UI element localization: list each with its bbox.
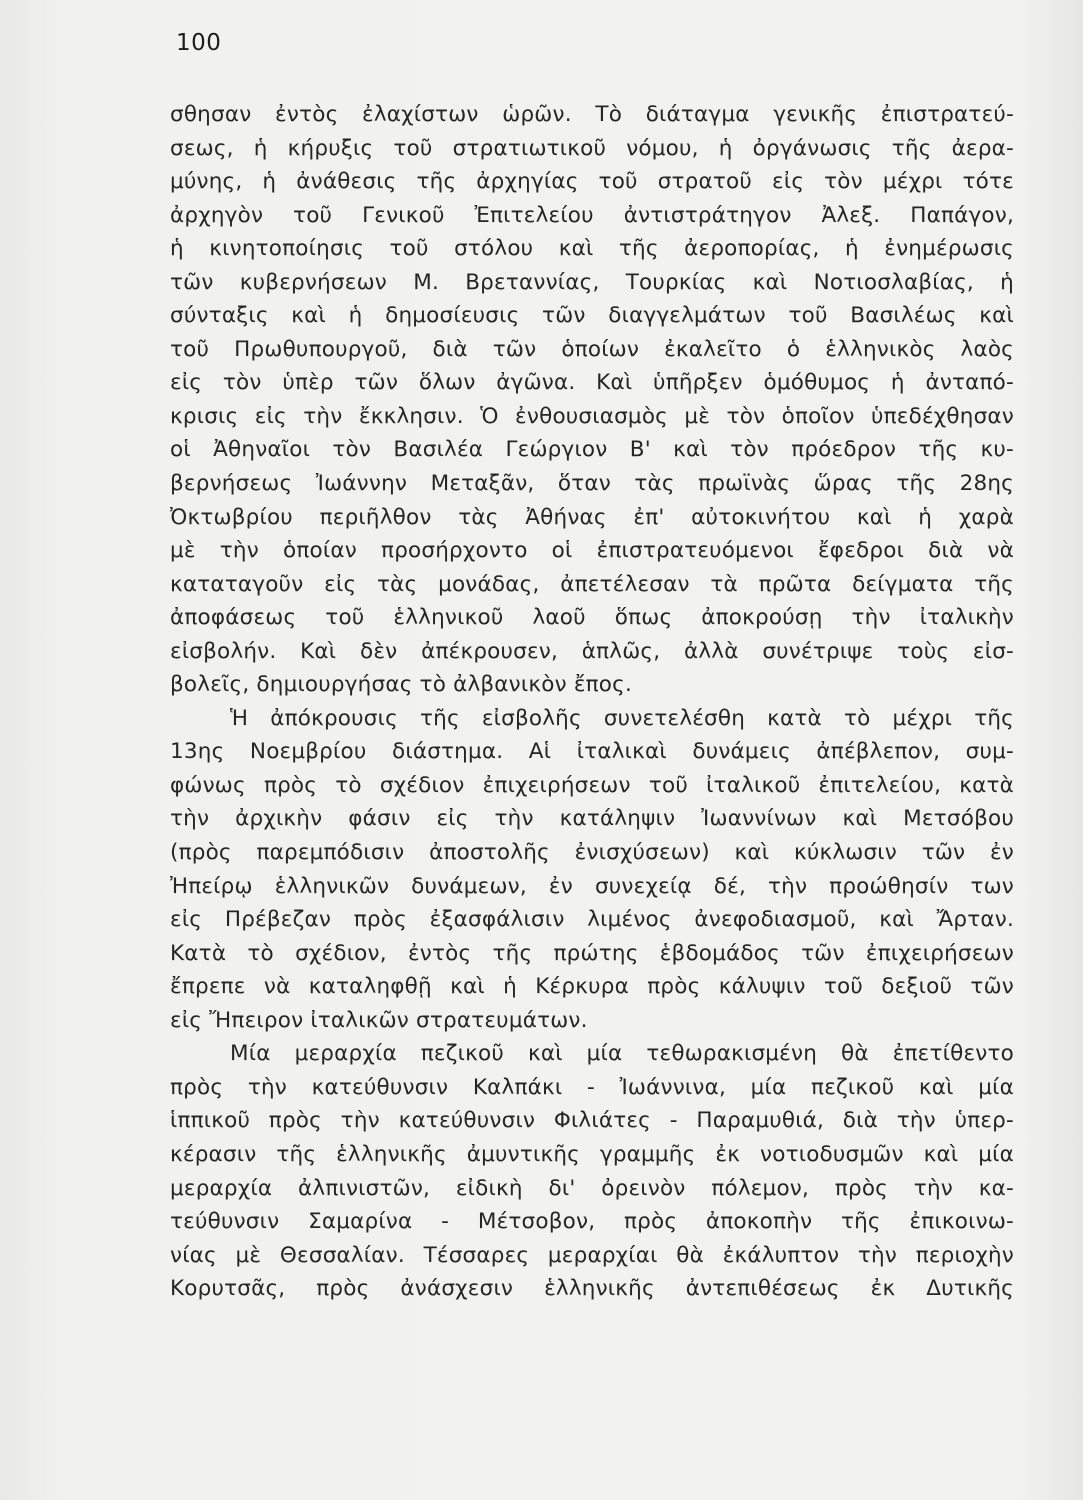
text-line: κρισις εἰς τὴν ἔκκλησιν. Ὁ ἐνθουσιασμὸς μὲ τὸν ὁποῖον ὑπεδέχθησαν [170, 403, 1014, 429]
text-line: φώνως πρὸς τὸ σχέδιον ἐπιχειρήσεων τοῦ ἰταλικοῦ ἐπιτελείου, κατὰ [170, 772, 1014, 798]
paragraph-end-line: βολεῖς, δημιουργήσας τὸ ἀλβανικὸν ἔπος. [170, 672, 633, 698]
text-line: ἔπρεπε νὰ καταληφθῇ καὶ ἡ Κέρκυρα πρὸς κάλυψιν τοῦ δεξιοῦ τῶν [170, 974, 1014, 1000]
text-line: νίας μὲ Θεσσαλίαν. Τέσσαρες μεραρχίαι θὰ ἐκάλυπτον τὴν περιοχὴν [170, 1242, 1014, 1268]
text-line: εἰσβολήν. Καὶ δὲν ἀπέκρουσεν, ἁπλῶς, ἀλλὰ συνέτριψε τοὺς εἰσ- [170, 638, 1014, 664]
text-line: Ὀκτωβρίου περιῆλθον τὰς Ἀθήνας ἐπ' αὐτοκινήτου καὶ ἡ χαρὰ [170, 504, 1014, 530]
text-line: μύνης, ἡ ἀνάθεσις τῆς ἀρχηγίας τοῦ στρατοῦ εἰς τὸν μέχρι τότε [170, 169, 1014, 195]
text-line: τὴν ἀρχικὴν φάσιν εἰς τὴν κατάληψιν Ἰωαννίνων καὶ Μετσόβου [170, 806, 1014, 832]
text-line: σθησαν ἐντὸς ἐλαχίστων ὡρῶν. Τὸ διάταγμα γενικῆς ἐπιστρατεύ- [170, 102, 1014, 127]
text-line: (πρὸς παρεμπόδισιν ἀποστολῆς ἐνισχύσεων) καὶ κύκλωσιν τῶν ἐν [170, 840, 1014, 866]
text-line: εἰς Πρέβεζαν πρὸς ἐξασφάλισιν λιμένος ἀνεφοδιασμοῦ, καὶ Ἄρταν. [170, 907, 1014, 933]
text-line: σεως, ἡ κήρυξις τοῦ στρατιωτικοῦ νόμου, ἡ ὀργάνωσις τῆς ἀερα- [170, 135, 1014, 161]
text-line: ἡ κινητοποίησις τοῦ στόλου καὶ τῆς ἀεροπορίας, ἡ ἐνημέρωσις [170, 236, 1014, 262]
text-line: Κορυτσᾶς, πρὸς ἀνάσχεσιν ἑλληνικῆς ἀντεπιθέσεως ἐκ Δυτικῆς [170, 1276, 1014, 1302]
text-line: βερνήσεως Ἰωάννην Μεταξᾶν, ὅταν τὰς πρωϊνὰς ὥρας τῆς 28ης [170, 471, 1014, 497]
text-line: ἀρχηγὸν τοῦ Γενικοῦ Ἐπιτελείου ἀντιστράτηγον Ἀλεξ. Παπάγον, [170, 202, 1014, 228]
text-line: τῶν κυβερνήσεων Μ. Βρεταννίας, Τουρκίας καὶ Νοτιοσλαβίας, ἡ [170, 269, 1014, 295]
paragraph-end-line: εἰς Ἤπειρον ἰταλικῶν στρατευμάτων. [170, 1007, 588, 1033]
text-line: σύνταξις καὶ ἡ δημοσίευσις τῶν διαγγελμάτων τοῦ Βασιλέως καὶ [170, 303, 1014, 329]
text-line: οἱ Ἀθηναῖοι τὸν Βασιλέα Γεώργιον Β' καὶ τὸν πρόεδρον τῆς κυ- [170, 437, 1014, 463]
page-number: 100 [176, 30, 222, 56]
text-line: τοῦ Πρωθυπουργοῦ, διὰ τῶν ὁποίων ἐκαλεῖτο ὁ ἑλληνικὸς λαὸς [170, 336, 1014, 362]
paragraph-start-line: Μία μεραρχία πεζικοῦ καὶ μία τεθωρακισμένη θὰ ἐπετίθεντο [230, 1041, 1014, 1067]
text-line: καταταγοῦν εἰς τὰς μονάδας, ἀπετέλεσαν τὰ πρῶτα δείγματα τῆς [170, 571, 1014, 597]
text-line: ἀποφάσεως τοῦ ἑλληνικοῦ λαοῦ ὅπως ἀποκρούσῃ τὴν ἰταλικὴν [170, 605, 1014, 631]
paragraph-start-line: Ἡ ἀπόκρουσις τῆς εἰσβολῆς συνετελέσθη κατὰ τὸ μέχρι τῆς [230, 705, 1014, 731]
text-line: 13ης Νοεμβρίου διάστημα. Αἱ ἰταλικαὶ δυνάμεις ἀπέβλεπον, συμ- [170, 739, 1014, 765]
text-line: Κατὰ τὸ σχέδιον, ἐντὸς τῆς πρώτης ἑβδομάδος τῶν ἐπιχειρήσεων [170, 940, 1014, 966]
text-line: πρὸς τὴν κατεύθυνσιν Καλπάκι - Ἰωάννινα, μία πεζικοῦ καὶ μία [170, 1074, 1014, 1100]
text-line: εἰς τὸν ὑπὲρ τῶν ὅλων ἀγῶνα. Καὶ ὑπῆρξεν ὁμόθυμος ἡ ἀνταπό- [170, 370, 1014, 396]
text-line: Ἠπείρῳ ἑλληνικῶν δυνάμεων, ἐν συνεχείᾳ δέ, τὴν προώθησίν των [170, 873, 1014, 899]
text-line: μὲ τὴν ὁποίαν προσήρχοντο οἱ ἐπιστρατευόμενοι ἔφεδροι διὰ νὰ [170, 538, 1014, 564]
body-text [170, 98, 1014, 1306]
text-line: ἱππικοῦ πρὸς τὴν κατεύθυνσιν Φιλιάτες - Παραμυθιά, διὰ τὴν ὑπερ- [170, 1108, 1014, 1134]
text-line: μεραρχία ἀλπινιστῶν, εἰδικὴ δι' ὀρεινὸν πόλεμον, πρὸς τὴν κα- [170, 1175, 1014, 1201]
text-line: κέρασιν τῆς ἑλληνικῆς ἀμυντικῆς γραμμῆς ἐκ νοτιοδυσμῶν καὶ μία [170, 1141, 1014, 1167]
text-line: τεύθυνσιν Σαμαρίνα - Μέτσοβον, πρὸς ἀποκοπὴν τῆς ἐπικοινω- [170, 1209, 1014, 1235]
